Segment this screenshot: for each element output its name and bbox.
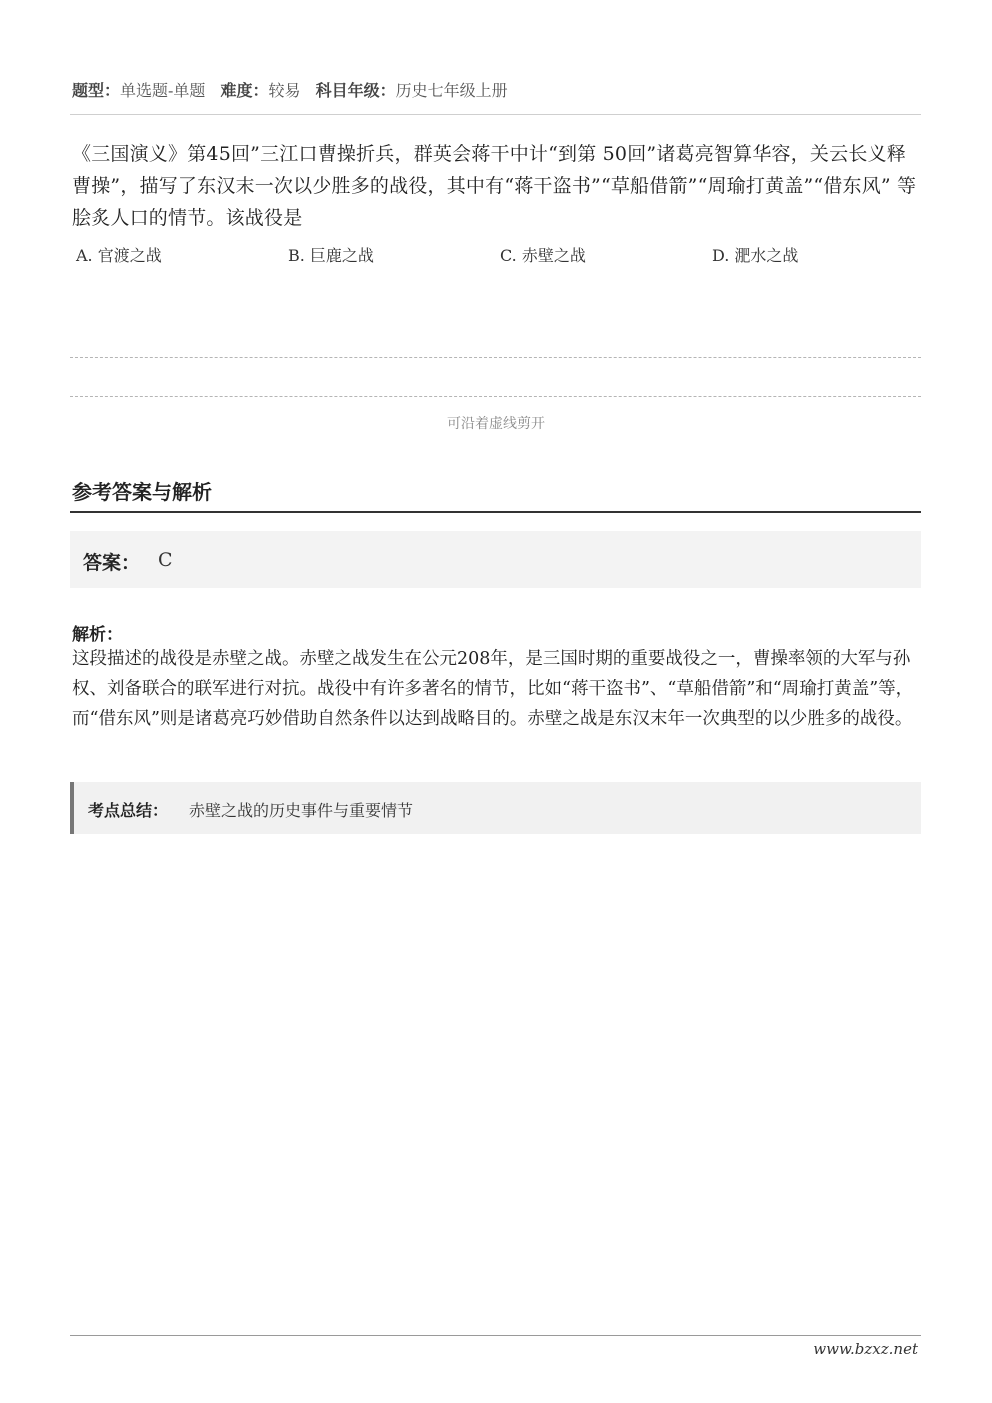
summary-box xyxy=(70,782,921,834)
cut-hint: 可沿着虚线剪开 xyxy=(447,416,545,432)
type-value: 单选题-单题 xyxy=(120,81,206,100)
footer-url: www.bzxz.net xyxy=(813,1340,918,1358)
summary-value: 赤壁之战的历史事件与重要情节 xyxy=(189,801,414,820)
difficulty-value: 较易 xyxy=(268,81,301,100)
footer-divider xyxy=(70,1335,921,1336)
answer-section-title: 参考答案与解析 xyxy=(72,480,212,504)
option-d: D. 淝水之战 xyxy=(712,246,799,265)
question-options xyxy=(76,243,924,266)
question-meta xyxy=(72,78,518,101)
subject-label: 科目年级： xyxy=(315,81,396,100)
difficulty-label: 难度： xyxy=(220,81,269,100)
subject-value: 历史七年级上册 xyxy=(395,81,508,100)
answer-value: C xyxy=(158,549,173,571)
analysis-text: 这段描述的战役是赤壁之战。赤壁之战发生在公元208年，是三国时期的重要战役之一，曹操率领的大军与孙权、刘备联合的联军进行对抗。战役中有许多著名的情节，比如“蒋干盗书”、“草船借箭”和“周瑜打黄盖”等，而“借东风”则是诸葛亮巧妙借助自然条件以达到战略目的。赤壁之战是东汉末年一次典型的以少胜多的战役。 xyxy=(72,649,914,729)
cut-line-top xyxy=(70,357,921,358)
header-divider xyxy=(70,114,921,115)
answer-box xyxy=(70,531,921,588)
answer-label: 答案： xyxy=(83,552,141,574)
analysis-label: 解析： xyxy=(72,625,123,645)
option-a: A. 官渡之战 xyxy=(76,246,162,265)
summary-label: 考点总结： xyxy=(88,801,169,820)
type-label: 题型： xyxy=(72,81,121,100)
option-b: B. 巨鹿之战 xyxy=(288,246,374,265)
question-text: 《三国演义》第45回”三江口曹操折兵，群英会蒋干中计“到第 50回”诸葛亮智算华容，关云长义释曹操”，描写了东汉末一次以少胜多的战役，其中有“蒋干盗书”“草船借箭”“周瑜打黄盖”“借东风” 等脍炙人口的情节。该战役是 xyxy=(72,143,917,229)
section-divider xyxy=(70,511,921,513)
cut-line-bottom xyxy=(70,396,921,397)
option-c: C. 赤壁之战 xyxy=(500,246,586,265)
